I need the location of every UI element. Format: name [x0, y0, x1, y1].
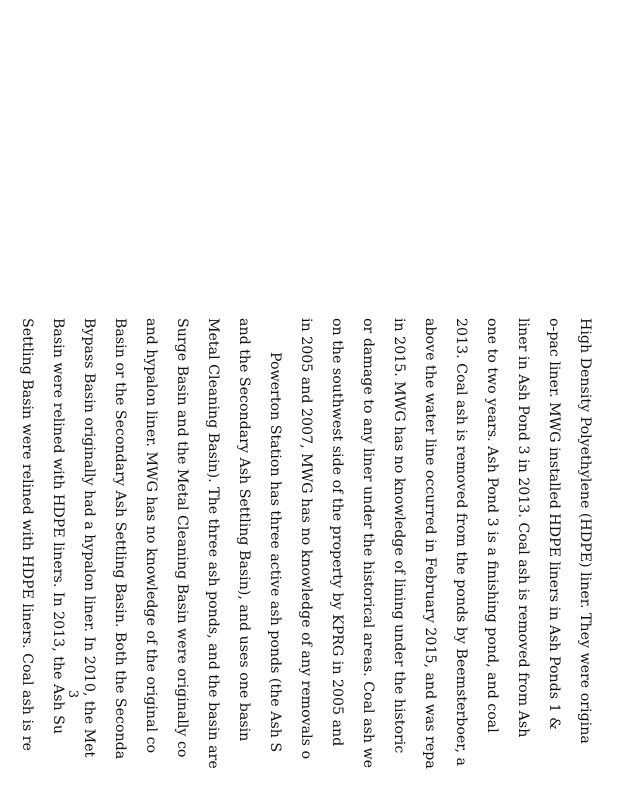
- text-line: 2013. Coal ash is removed from the ponds by Beemsterboer, a: [453, 318, 469, 766]
- text-line: High Density Polyethylene (HDPE) liner. They were origina: [577, 318, 593, 744]
- text-line: o-pac liner. MWG installed HDPE liners in Ash Ponds 1 &: [546, 318, 562, 730]
- text-line: or damage to any liner under the historical areas. Coal ash we: [360, 318, 376, 769]
- text-line: Basin were relined with HDPE liners. In 2013, the Ash Su: [50, 318, 66, 734]
- text-line: Basin or the Secondary Ash Settling Basin. Both the Seconda: [112, 318, 128, 760]
- paragraph-start-line: Powerton Station has three active ash ponds (the Ash S: [267, 352, 283, 753]
- text-line: Settling Basin were relined with HDPE liners. Coal ash is re: [19, 318, 35, 751]
- rotated-text-block: [11, 318, 600, 800]
- text-line: in 2015. MWG has no knowledge of lining under the historic: [391, 318, 407, 754]
- text-line: on the southwest side of the property by KPRG in 2005 and: [329, 318, 345, 747]
- text-line: one to two years. Ash Pond 3 is a finishing pond, and coal: [484, 318, 500, 733]
- text-line: above the water line occurred in February 2015, and was repa: [422, 318, 438, 769]
- page-number: 3: [65, 689, 80, 699]
- text-line: Metal Cleaning Basin). The three ash ponds, and the basin are: [205, 318, 221, 769]
- text-line: Bypass Basin originally had a hypalon liner. In 2010, the Met: [81, 318, 97, 758]
- text-line: in 2005 and 2007, MWG has no knowledge of any removals o: [298, 318, 314, 760]
- text-line: Surge Basin and the Metal Cleaning Basin were originally co: [174, 318, 190, 758]
- text-line: liner in Ash Pond 3 in 2013. Coal ash is removed from Ash: [515, 318, 531, 738]
- text-line: and hypalon liner. MWG has no knowledge of the original co: [143, 318, 159, 754]
- text-line: and the Secondary Ash Settling Basin), and uses one basin: [236, 318, 252, 742]
